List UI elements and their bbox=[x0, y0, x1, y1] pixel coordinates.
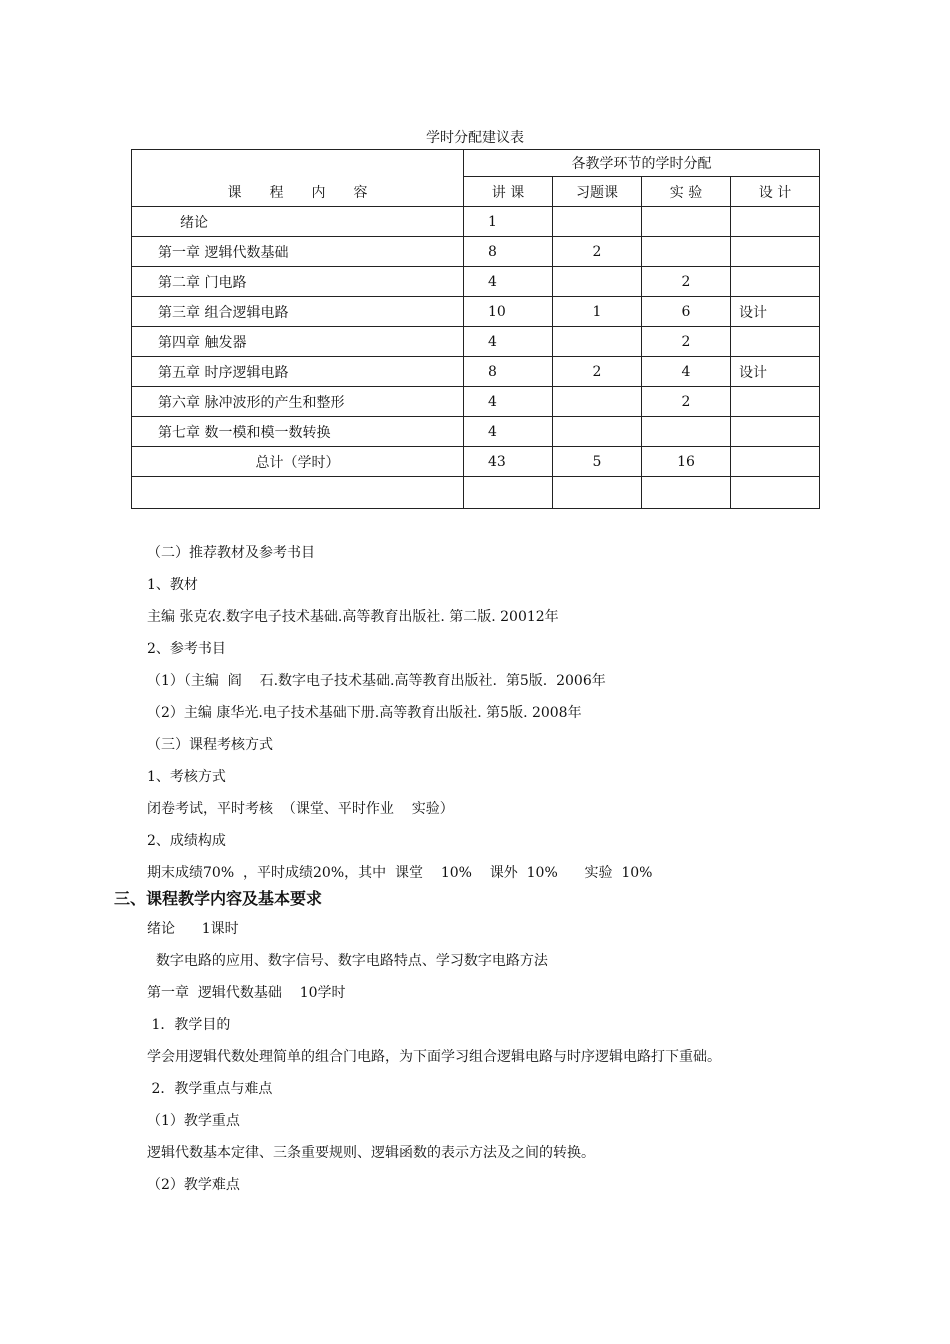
total-row bbox=[132, 447, 820, 477]
table-row bbox=[132, 387, 820, 417]
table-row bbox=[132, 417, 820, 447]
cell-exercise bbox=[553, 327, 642, 357]
hours-allocation-table bbox=[131, 149, 820, 509]
assessment-method-text: 闭卷考试，平时考核 （课堂、平时作业 实验） bbox=[147, 801, 454, 817]
grade-composition-label: 2、成绩构成 bbox=[147, 833, 226, 849]
cell-exercise bbox=[553, 207, 642, 237]
total-design bbox=[731, 447, 820, 477]
cell-lab: 4 bbox=[642, 357, 731, 387]
row-name: 第三章 组合逻辑电路 bbox=[132, 297, 464, 327]
total-lecture: 43 bbox=[464, 447, 553, 477]
teaching-purpose-label: 1．教学目的 bbox=[147, 1017, 231, 1033]
total-lab: 16 bbox=[642, 447, 731, 477]
reference-label: 2、参考书目 bbox=[147, 641, 226, 657]
table-row bbox=[132, 327, 820, 357]
teaching-purpose-text: 学会用逻辑代数处理简单的组合门电路，为下面学习组合逻辑电路与时序逻辑电路打下重础。 bbox=[147, 1049, 721, 1065]
cell-lecture: 8 bbox=[464, 357, 553, 387]
reference-entry-1: （1）（主编 阎 石.数字电子技术基础.高等教育出版社. 第5版. 2006年 bbox=[147, 673, 606, 689]
total-label: 总计（学时） bbox=[132, 447, 464, 477]
empty-row bbox=[132, 477, 820, 509]
table-row bbox=[132, 237, 820, 267]
cell-design bbox=[731, 237, 820, 267]
cell-lecture: 4 bbox=[464, 417, 553, 447]
key-focus-text: 逻辑代数基本定律、三条重要规则、逻辑函数的表示方法及之间的转换。 bbox=[147, 1145, 595, 1161]
content-header: 课 程 内 容 bbox=[132, 150, 464, 207]
key-focus-label: （1）教学重点 bbox=[147, 1113, 240, 1129]
row-name: 第二章 门电路 bbox=[132, 267, 464, 297]
difficulty-label: （2）教学难点 bbox=[147, 1177, 240, 1193]
table-row bbox=[132, 357, 820, 387]
row-name: 第一章 逻辑代数基础 bbox=[132, 237, 464, 267]
cell-lab bbox=[642, 417, 731, 447]
empty-cell bbox=[731, 477, 820, 509]
cell-exercise bbox=[553, 267, 642, 297]
assessment-method-label: 1、考核方式 bbox=[147, 769, 226, 785]
row-name: 第六章 脉冲波形的产生和整形 bbox=[132, 387, 464, 417]
cell-design bbox=[731, 387, 820, 417]
cell-exercise bbox=[553, 417, 642, 447]
chapter-1-title: 第一章 逻辑代数基础 10学时 bbox=[147, 985, 346, 1001]
cell-lecture: 1 bbox=[464, 207, 553, 237]
col-header-lecture: 讲 课 bbox=[464, 177, 553, 207]
reference-entry-2: （2）主编 康华光.电子技术基础下册.高等教育出版社. 第5版. 2008年 bbox=[147, 705, 582, 721]
cell-lab: 2 bbox=[642, 327, 731, 357]
cell-design bbox=[731, 267, 820, 297]
cell-lab: 2 bbox=[642, 387, 731, 417]
cell-exercise: 1 bbox=[553, 297, 642, 327]
cell-lab bbox=[642, 207, 731, 237]
col-header-design: 设 计 bbox=[731, 177, 820, 207]
table-row bbox=[132, 267, 820, 297]
section-textbooks-title: （二）推荐教材及参考书目 bbox=[147, 545, 315, 561]
section-heading: 三、课程教学内容及基本要求 bbox=[114, 889, 323, 908]
empty-cell bbox=[642, 477, 731, 509]
cell-lecture: 4 bbox=[464, 387, 553, 417]
row-name: 第七章 数一模和模一数转换 bbox=[132, 417, 464, 447]
cell-lecture: 4 bbox=[464, 267, 553, 297]
row-name: 第五章 时序逻辑电路 bbox=[132, 357, 464, 387]
row-name: 第四章 触发器 bbox=[132, 327, 464, 357]
intro-hours: 绪论 1课时 bbox=[147, 921, 239, 937]
section-assessment-title: （三）课程考核方式 bbox=[147, 737, 273, 753]
empty-cell bbox=[132, 477, 464, 509]
cell-lab: 2 bbox=[642, 267, 731, 297]
cell-design bbox=[731, 327, 820, 357]
table-row bbox=[132, 207, 820, 237]
allocation-group-header: 各教学环节的学时分配 bbox=[464, 150, 820, 177]
textbook-entry: 主编 张克农.数字电子技术基础.高等教育出版社. 第二版. 20012年 bbox=[147, 609, 559, 625]
col-header-lab: 实 验 bbox=[642, 177, 731, 207]
col-header-exercise: 习题课 bbox=[553, 177, 642, 207]
total-exercise: 5 bbox=[553, 447, 642, 477]
row-name: 绪论 bbox=[132, 207, 464, 237]
table-row bbox=[132, 297, 820, 327]
cell-exercise: 2 bbox=[553, 237, 642, 267]
table-caption: 学时分配建议表 bbox=[426, 130, 524, 146]
cell-exercise: 2 bbox=[553, 357, 642, 387]
cell-lab: 6 bbox=[642, 297, 731, 327]
cell-lecture: 8 bbox=[464, 237, 553, 267]
cell-exercise bbox=[553, 387, 642, 417]
cell-design: 设计 bbox=[731, 297, 820, 327]
intro-content: 数字电路的应用、数字信号、数字电路特点、学习数字电路方法 bbox=[147, 953, 548, 969]
grade-composition-text: 期末成绩70% ，平时成绩20%，其中 课堂 10% 课外 10% 实验 10% bbox=[147, 865, 653, 881]
cell-design bbox=[731, 417, 820, 447]
textbook-label: 1、教材 bbox=[147, 577, 198, 593]
cell-lab bbox=[642, 237, 731, 267]
cell-design: 设计 bbox=[731, 357, 820, 387]
cell-lecture: 10 bbox=[464, 297, 553, 327]
empty-cell bbox=[464, 477, 553, 509]
empty-cell bbox=[553, 477, 642, 509]
key-points-label: 2．教学重点与难点 bbox=[147, 1081, 273, 1097]
cell-design bbox=[731, 207, 820, 237]
cell-lecture: 4 bbox=[464, 327, 553, 357]
